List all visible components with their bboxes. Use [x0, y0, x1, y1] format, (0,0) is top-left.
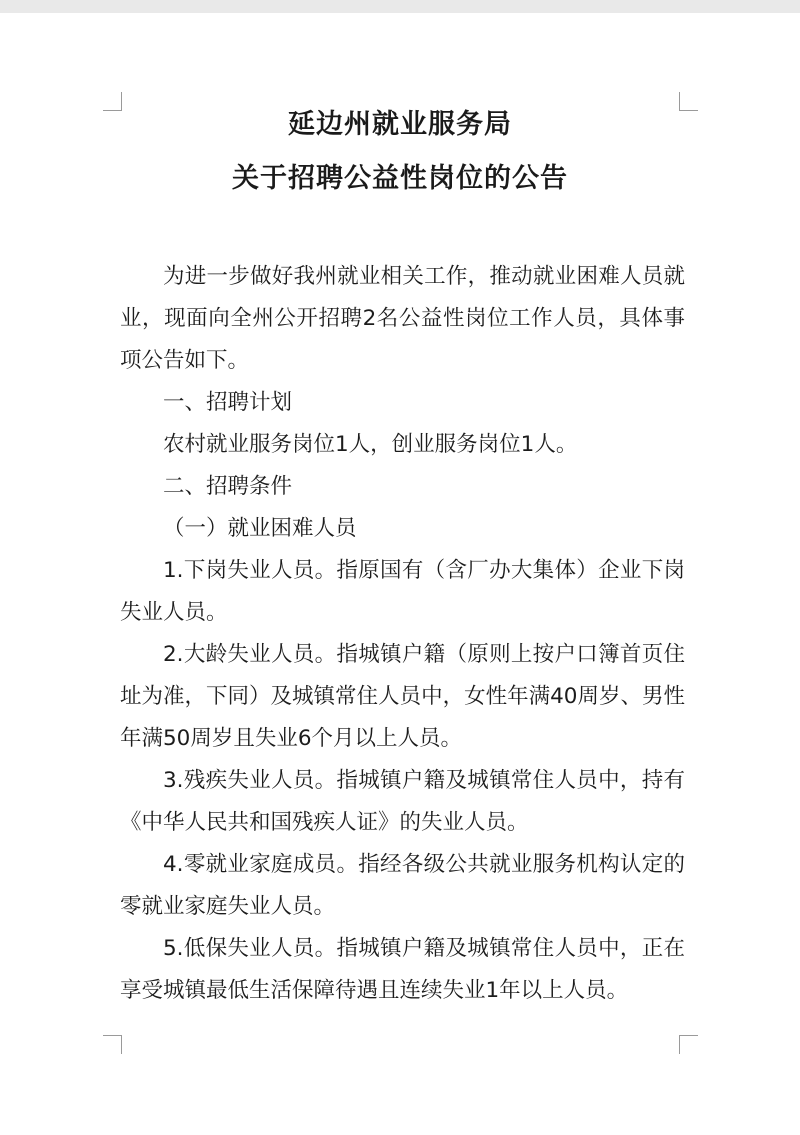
paragraph-item-3: 3.残疾失业人员。指城镇户籍及城镇常住人员中，持有《中华人民共和国残疾人证》的失业人员。 — [120, 768, 685, 835]
paragraph-item-5: 5.低保失业人员。指城镇户籍及城镇常住人员中，正在享受城镇最低生活保障待遇且连续失业1年以上人员。 — [120, 936, 685, 1003]
document-title-line-2: 关于招聘公益性岗位的公告 — [232, 163, 568, 194]
document-body — [120, 256, 685, 1012]
section-heading-recruitment-conditions: 二、招聘条件 — [163, 474, 293, 499]
paragraph-item-1: 1.下岗失业人员。指原国有（含厂办大集体）企业下岗失业人员。 — [120, 558, 685, 625]
crop-mark-bottom-left — [103, 1035, 122, 1054]
document-title-line-1: 延边州就业服务局 — [288, 109, 512, 140]
paragraph-intro: 为进一步做好我州就业相关工作，推动就业困难人员就业，现面向全州公开招聘2名公益性岗位工作人员，具体事项公告如下。 — [120, 264, 685, 373]
viewer-top-bar — [0, 0, 800, 13]
paragraph-item-4: 4.零就业家庭成员。指经各级公共就业服务机构认定的零就业家庭失业人员。 — [120, 852, 685, 919]
section-heading-recruitment-plan: 一、招聘计划 — [163, 390, 293, 415]
crop-mark-bottom-right — [679, 1035, 698, 1054]
subsection-heading-difficulty-groups: （一）就业困难人员 — [163, 516, 357, 541]
paragraph-positions: 农村就业服务岗位1人，创业服务岗位1人。 — [163, 432, 578, 457]
paragraph-item-2: 2.大龄失业人员。指城镇户籍（原则上按户口簿首页住址为准，下同）及城镇常住人员中，女性年满40周岁、男性年满50周岁且失业6个月以上人员。 — [120, 642, 685, 751]
